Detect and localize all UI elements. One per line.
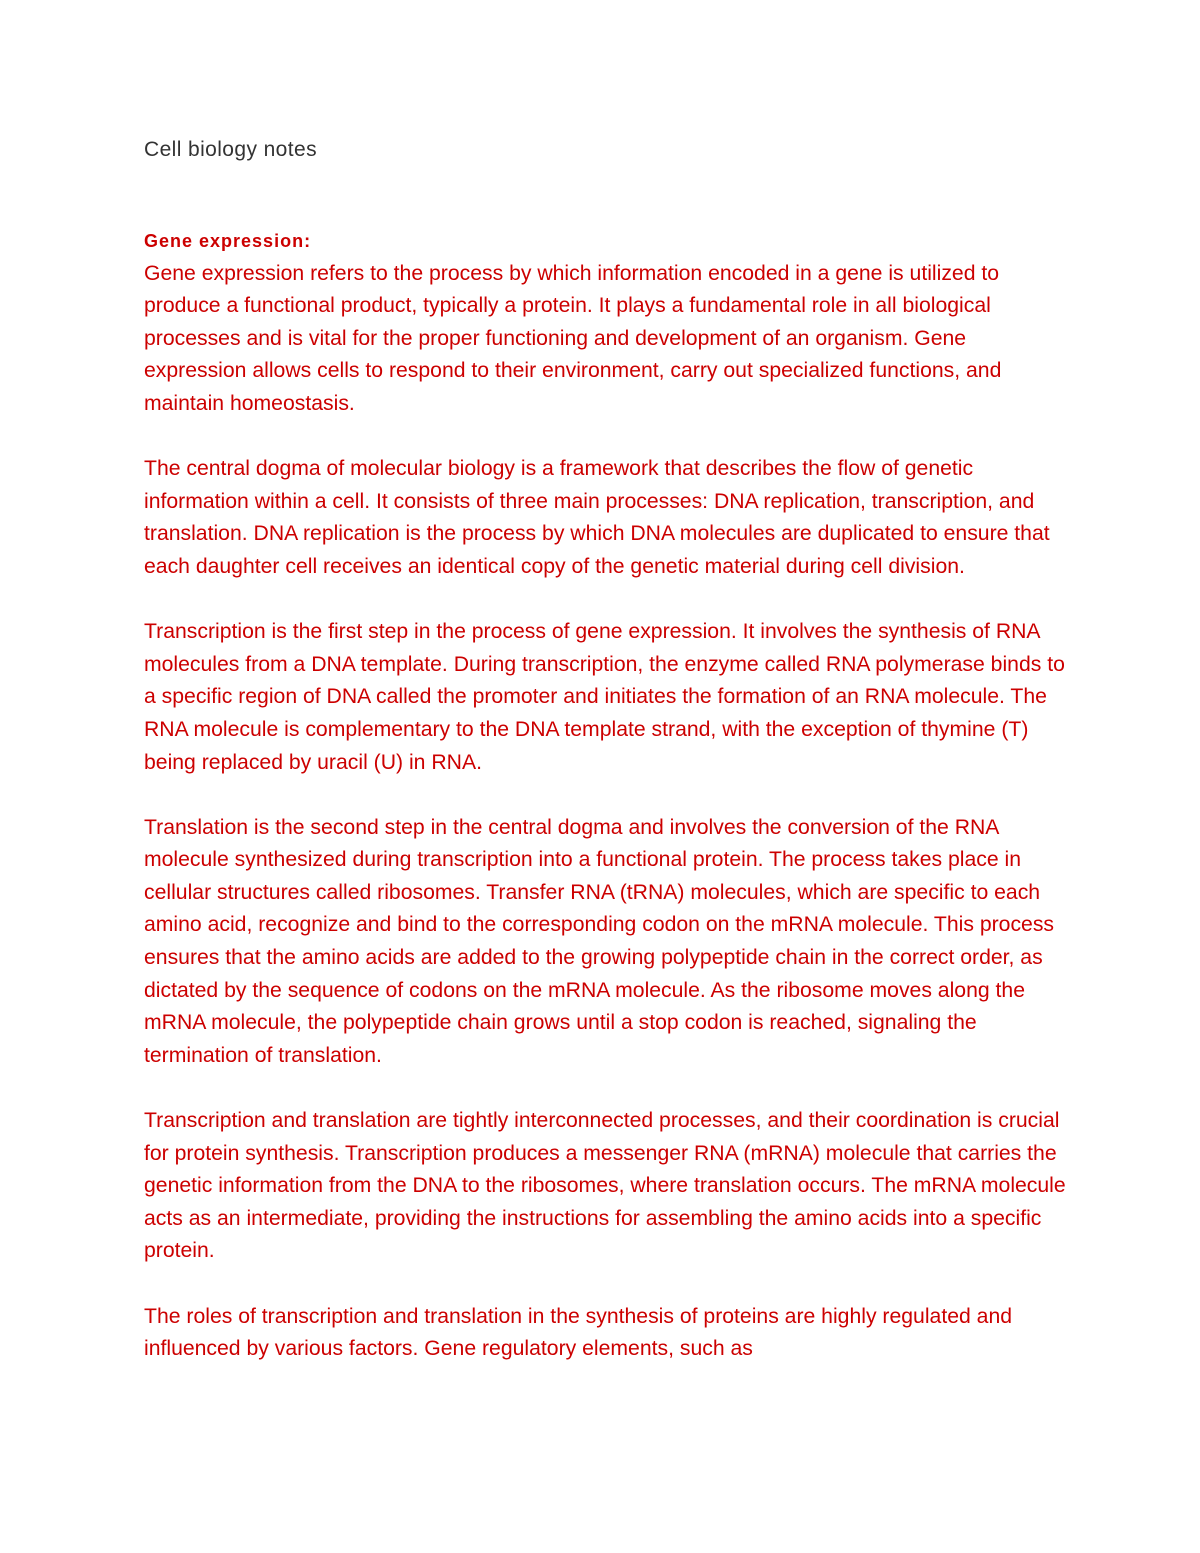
paragraph-interconnection: Transcription and translation are tightly interconnected processes, and their coordination is crucial for protein synthesis. Transcription produces a messenger RNA (mRNA) molecule that carries the genetic information from the DNA to the ribosomes, where translation occurs. The mRNA molecule acts as an intermediate, providing the instructions for assembling the amino acids into a specific protein. — [144, 1109, 1066, 1263]
paragraph-central-dogma: The central dogma of molecular biology is a framework that describes the flow of genetic information within a cell. It consists of three main processes: DNA replication, transcription, and translation. DNA replication is the process by which DNA molecules are duplicated to ensure that each daughter cell receives an identical copy of the genetic material during cell division. — [144, 457, 1050, 578]
paragraph-transcription: Transcription is the first step in the process of gene expression. It involves the synthesis of RNA molecules from a DNA template. During transcription, the enzyme called RNA polymerase binds to a specific region of DNA called the promoter and initiates the formation of an RNA molecule. The RNA molecule is complementary to the DNA template strand, with the exception of thymine (T) being replaced by uracil (U) in RNA. — [144, 620, 1065, 774]
document-body — [144, 225, 1074, 1398]
paragraph-regulation: The roles of transcription and translation in the synthesis of proteins are highly regulated and influenced by various factors. Gene regulatory elements, such as — [144, 1304, 1013, 1361]
paragraph-translation: Translation is the second step in the central dogma and involves the conversion of the RNA molecule synthesized during transcription into a functional protein. The process takes place in cellular structures called ribosomes. Transfer RNA (tRNA) molecules, which are specific to each amino acid, recognize and bind to the corresponding codon on the mRNA molecule. This process ensures that the amino acids are added to the growing polypeptide chain in the correct order, as dictated by the sequence of codons on the mRNA molecule. As the ribosome moves along the mRNA molecule, the polypeptide chain grows until a stop codon is reached, signaling the termination of translation. — [144, 815, 1055, 1067]
paragraph-gene-expression-intro: Gene expression refers to the process by which information encoded in a gene is utilized to produce a functional product, typically a protein. It plays a fundamental role in all biological processes and is vital for the proper functioning and development of an organism. Gene expression allows cells to respond to their environment, carry out specialized functions, and maintain homeostasis. — [144, 261, 1002, 415]
document-title: Cell biology notes — [144, 138, 317, 161]
section-heading: Gene expression: — [144, 231, 312, 251]
